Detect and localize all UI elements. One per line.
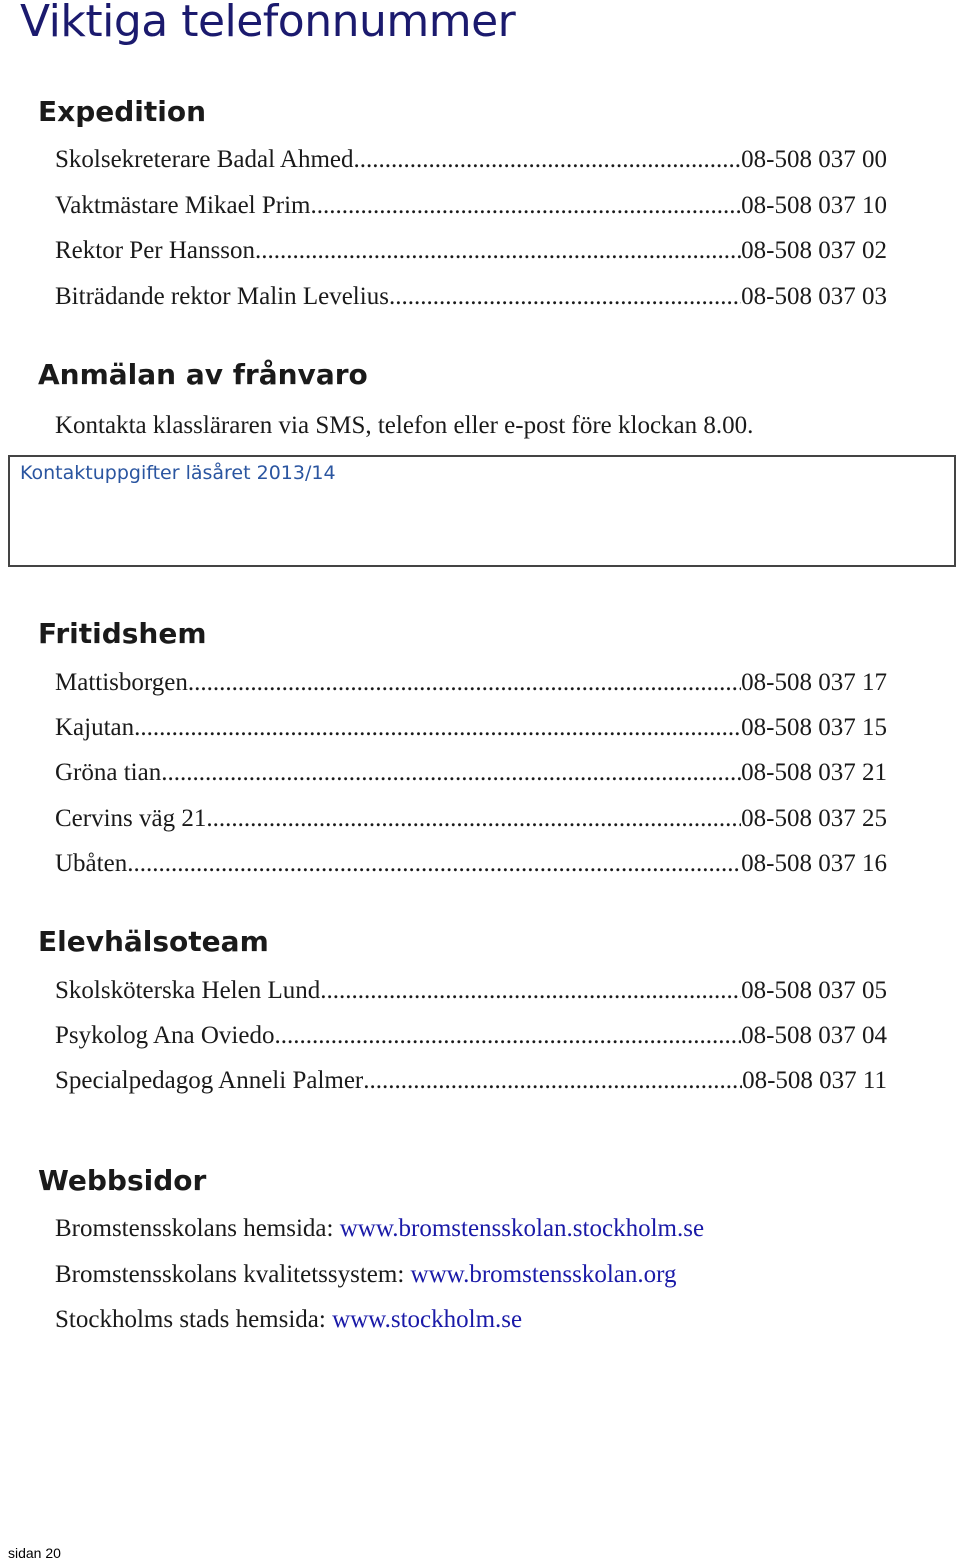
contact-row	[55, 669, 887, 705]
website-label: Bromstensskolans kvalitetssystem:	[55, 1261, 405, 1288]
contact-info-label: Kontaktuppgifter läsåret 2013/14	[20, 462, 336, 484]
website-link[interactable]: www.stockholm.se	[332, 1306, 523, 1333]
contact-phone: 08-508 037 15	[741, 714, 887, 741]
section-heading-absence: Anmälan av frånvaro	[38, 358, 368, 391]
contact-phone: 08-508 037 00	[741, 146, 887, 173]
contact-name: Kajutan	[55, 714, 135, 741]
contact-row	[55, 714, 887, 750]
website-label: Bromstensskolans hemsida:	[55, 1215, 334, 1242]
contact-phone: 08-508 037 02	[741, 237, 887, 264]
page-title: Viktiga telefonnummer	[20, 0, 516, 47]
contact-name: Psykolog Ana Oviedo	[55, 1022, 275, 1049]
contact-phone: 08-508 037 25	[741, 805, 887, 832]
dot-leader	[161, 759, 741, 787]
contact-name: Biträdande rektor Malin Levelius	[55, 283, 389, 310]
contact-row	[55, 805, 887, 841]
contact-row	[55, 192, 887, 228]
website-row	[55, 1215, 704, 1243]
contact-name: Ubåten	[55, 850, 128, 877]
website-row	[55, 1306, 522, 1334]
contact-name: Rektor Per Hansson	[55, 237, 255, 264]
contact-name: Vaktmästare Mikael Prim	[55, 192, 311, 219]
contact-row	[55, 850, 887, 886]
contact-name: Cervins väg 21	[55, 805, 207, 832]
contact-phone: 08-508 037 11	[742, 1067, 887, 1094]
dot-leader	[320, 977, 741, 1005]
dot-leader	[188, 669, 741, 697]
section-heading-fritidshem: Fritidshem	[38, 617, 207, 650]
section-heading-elevhalsoteam: Elevhälsoteam	[38, 925, 269, 958]
section-heading-webbsidor: Webbsidor	[38, 1164, 207, 1197]
website-link[interactable]: www.bromstensskolan.org	[410, 1261, 677, 1288]
dot-leader	[363, 1067, 742, 1095]
section-heading-expedition: Expedition	[38, 95, 207, 128]
website-link[interactable]: www.bromstensskolan.stockholm.se	[339, 1215, 705, 1242]
dot-leader	[274, 1022, 741, 1050]
dot-leader	[255, 237, 741, 265]
contact-phone: 08-508 037 10	[741, 192, 887, 219]
contact-phone: 08-508 037 17	[741, 669, 887, 696]
contact-phone: 08-508 037 21	[741, 759, 887, 786]
contact-phone: 08-508 037 03	[741, 283, 887, 310]
contact-row	[55, 146, 887, 182]
contact-row	[55, 1022, 887, 1058]
absence-instructions: Kontakta klassläraren via SMS, telefon eller e-post före klockan 8.00.	[55, 412, 754, 439]
contact-name: Specialpedagog Anneli Palmer	[55, 1067, 364, 1094]
contact-name: Skolsekreterare Badal Ahmed	[55, 146, 354, 173]
contact-name: Mattisborgen	[55, 669, 188, 696]
dot-leader	[127, 850, 741, 878]
website-label: Stockholms stads hemsida:	[55, 1306, 326, 1333]
contact-phone: 08-508 037 16	[741, 850, 887, 877]
contact-phone: 08-508 037 04	[741, 1022, 887, 1049]
contact-name: Skolsköterska Helen Lund	[55, 977, 321, 1004]
contact-row	[55, 977, 887, 1013]
contact-phone: 08-508 037 05	[741, 977, 887, 1004]
contact-name: Gröna tian	[55, 759, 162, 786]
dot-leader	[134, 714, 741, 742]
contact-row	[55, 759, 887, 795]
dot-leader	[389, 283, 741, 311]
contact-row	[55, 283, 887, 319]
contact-row	[55, 1067, 887, 1103]
contact-row	[55, 237, 887, 273]
page-number: sidan 20	[8, 1545, 61, 1561]
dot-leader	[354, 146, 742, 174]
dot-leader	[206, 805, 741, 833]
dot-leader	[311, 192, 742, 220]
website-row	[55, 1261, 677, 1289]
